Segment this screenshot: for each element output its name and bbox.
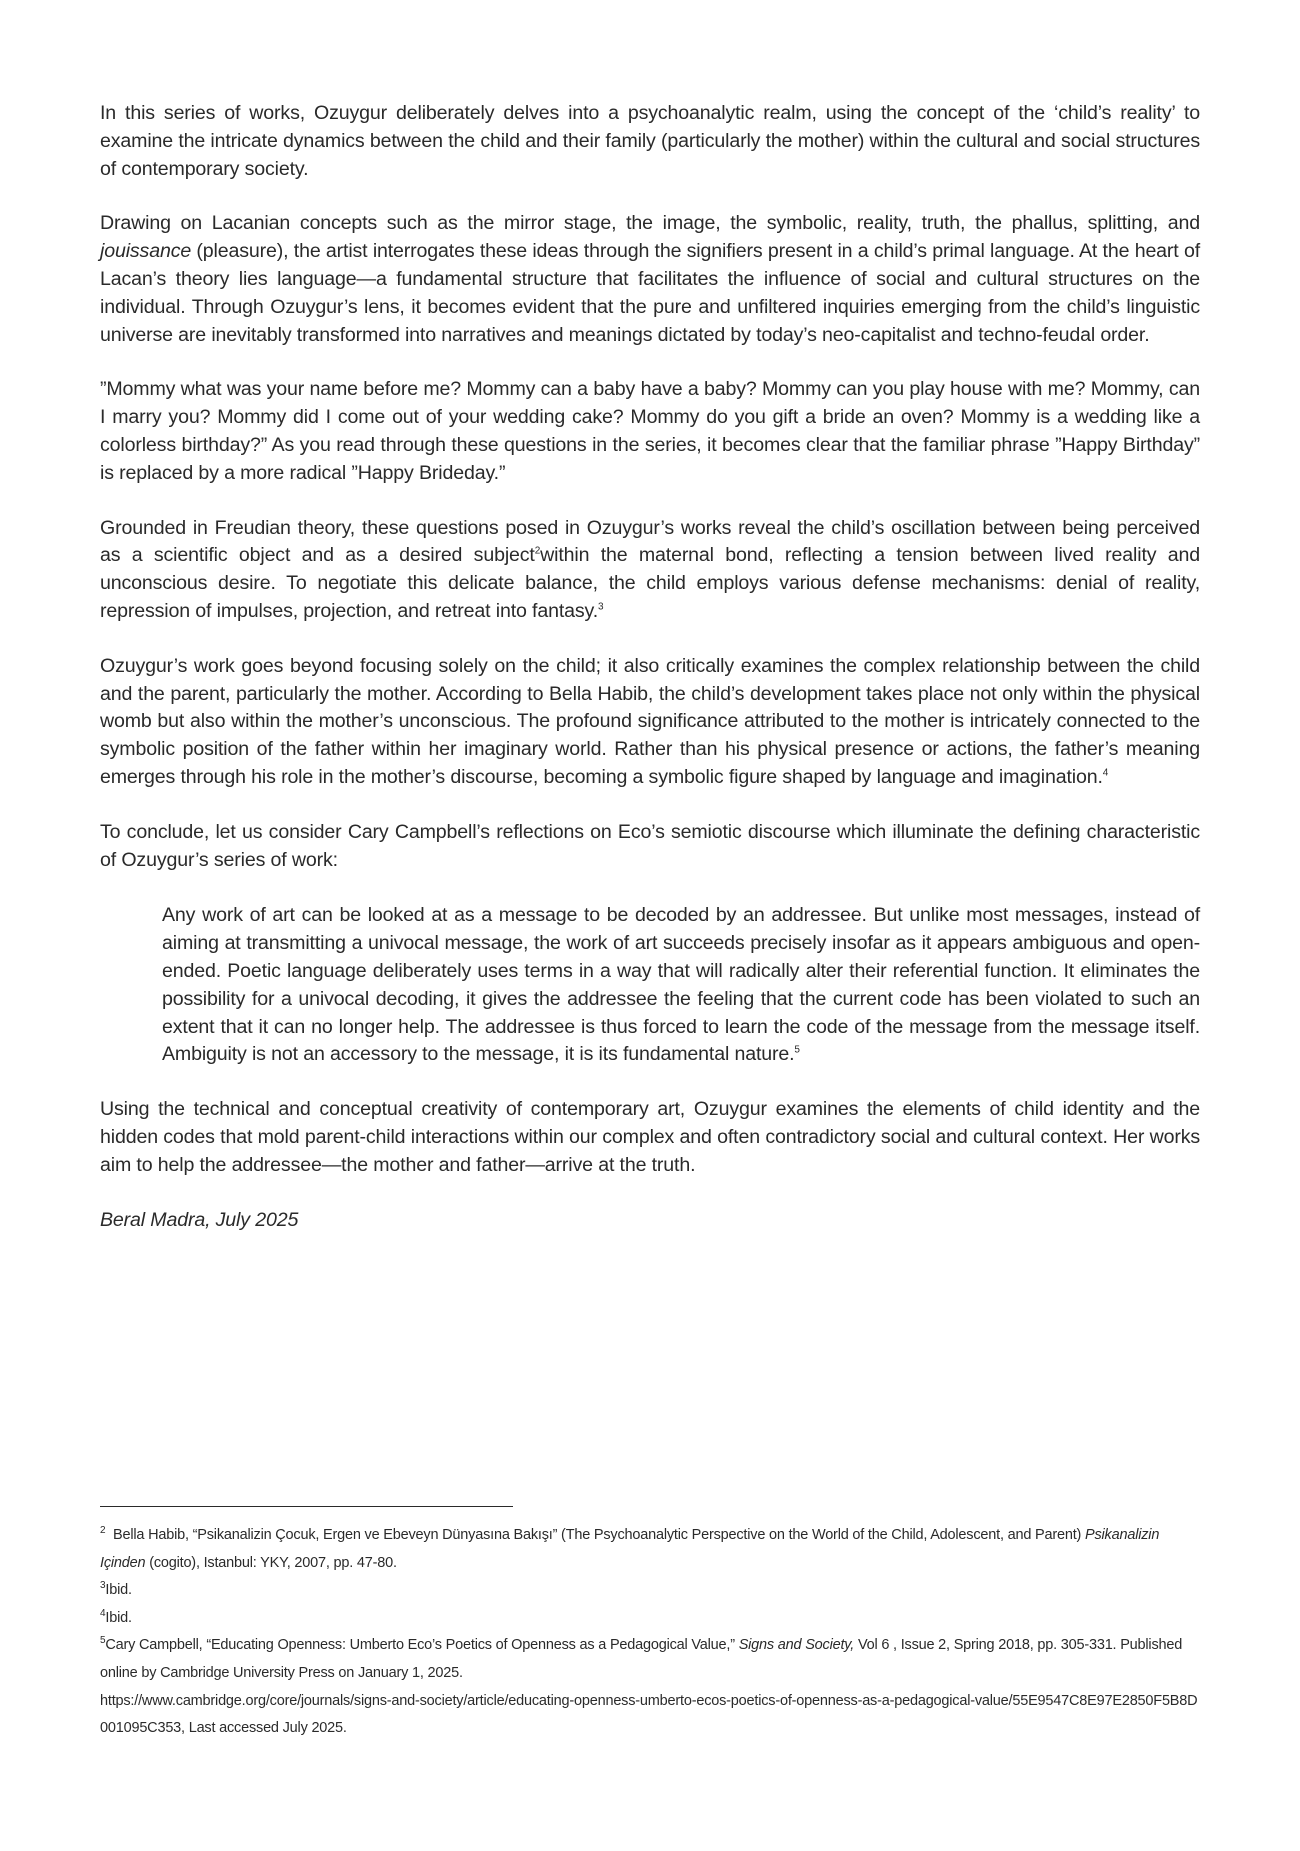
paragraph-mother xyxy=(100,653,1200,792)
footnote-divider xyxy=(100,1506,513,1507)
footnote-2-text-2: (cogito), Istanbul: YKY, 2007, pp. 47-80. xyxy=(145,1554,397,1571)
footnote-2-text-1: Bella Habib, “Psikanalizin Çocuk, Ergen ve Ebeveyn Dünyasına Bakışı” (The Psychoanalytic Perspective on the World of the Child, Adolescent, and Parent) xyxy=(113,1527,1086,1543)
footnotes xyxy=(100,1522,1200,1743)
footnote-2 xyxy=(100,1522,1200,1577)
footnote-5-text-1: Cary Campbell, “Educating Openness: Umberto Eco’s Poetics of Openness as a Pedagogical Value,” xyxy=(105,1637,739,1654)
paragraph-freud-text-2: within the maternal bond, reflecting a tension between lived reality and unconscious desire. To negotiate this delicate balance, the child employs various defense mechanisms: denial of reality, repression of impulses, projection, and retreat into fantasy. xyxy=(100,544,1201,622)
paragraph-lacan xyxy=(100,210,1200,349)
paragraph-mother-text: Ozuygur’s work goes beyond focusing solely on the child; it also critically examines the complex relationship between the child and the parent, particularly the mother. According to Bella Habib, the child’s development takes place not only within the physical womb but also within the mother’s unconscious. The profound significance attributed to the mother is intricately connected to the symbolic position of the father within her imaginary world. Rather than his physical presence or actions, the father’s meaning emerges through his role in the mother’s discourse, becoming a symbolic figure shaped by language and imagination. xyxy=(100,654,1200,788)
block-quote xyxy=(100,902,1200,1069)
paragraph-freud xyxy=(100,515,1200,626)
footnote-number: 4 xyxy=(100,1607,106,1619)
footnote-2-title: Psikanalizin Içinden xyxy=(100,1527,1160,1571)
paragraph-conclude: To conclude, let us consider Cary Campbell’s reflections on Eco’s semiotic discourse which illuminate the defining characteristic of Ozuygur’s series of work: xyxy=(100,820,1200,871)
block-quote-text: Any work of art can be looked at as a message to be decoded by an addressee. But unlike most messages, instead of aiming at transmitting a univocal message, the work of art succeeds precisely insofar as it appears ambiguous and open-ended. Poetic language deliberately uses terms in a way that will radically alter their referential function. It eliminates the possibility for a univocal decoding, it gives the addressee the feeling that the current code has been violated to such an extent that it can no longer help. The addressee is thus forced to learn the code of the message from the message itself. Ambiguity is not an accessory to the message, it is its fundamental nature. xyxy=(162,904,1200,1066)
footnote-5-url[interactable]: https://www.cambridge.org/core/journals/signs-and-society/article/educating-openness-umberto-ecos-poetics-of-openness-as-a-pedagogical-value/55E9547C8E97E2850F5B8D001095C353, Last accessed July 2025. xyxy=(100,1692,1198,1737)
jouissance-term: jouissance xyxy=(100,240,192,263)
footnote-ref-2[interactable]: 2 xyxy=(534,545,541,557)
essay-body xyxy=(100,100,1200,1261)
footnote-ref-4[interactable]: 4 xyxy=(1102,767,1109,779)
footnote-4-text: Ibid. xyxy=(105,1609,132,1626)
footnote-3-text: Ibid. xyxy=(105,1582,132,1599)
footnote-number: 5 xyxy=(100,1635,106,1647)
paragraph-intro: In this series of works, Ozuygur deliberately delves into a psychoanalytic realm, using the concept of the ‘child’s reality’ to examine the intricate dynamics between the child and their family (particularly the mother) within the cultural and social structures of contemporary society. xyxy=(100,102,1200,180)
footnote-3 xyxy=(100,1577,1200,1605)
footnote-number: 3 xyxy=(100,1580,106,1592)
paragraph-freud-text-1: Grounded in Freudian theory, these questions posed in Ozuygur’s works reveal the child’s oscillation between being perceived as a scientific object and as a desired subject xyxy=(100,516,1200,567)
footnote-5 xyxy=(100,1632,1200,1687)
footnote-ref-3[interactable]: 3 xyxy=(598,601,604,613)
footnote-ref-5[interactable]: 5 xyxy=(794,1044,800,1056)
footnote-5-journal: Signs and Society, xyxy=(738,1637,855,1654)
paragraph-mommy-questions: ”Mommy what was your name before me? Mommy can a baby have a baby? Mommy can you play house with me? Mommy, can I marry you? Mommy did I come out of your wedding cake? Mommy do you gift a bride an oven? Mommy is a wedding like a colorless birthday?” As you read through these questions in the series, it becomes clear that the familiar phrase ”Happy Birthday” is replaced by a more radical ”Happy Brideday.” xyxy=(100,378,1200,484)
paragraph-lacan-text-2: (pleasure), the artist interrogates these ideas through the signifiers present in a child’s primal language. At the heart of Lacan’s theory lies language—a fundamental structure that facilitates the influence of social and cultural structures on the individual. Through Ozuygur’s lens, it becomes evident that the pure and unfiltered inquiries emerging from the child’s linguistic universe are inevitably transformed into narratives and meanings dictated by today’s neo-capitalist and techno-feudal order. xyxy=(100,240,1200,346)
signature: Beral Madra, July 2025 xyxy=(100,1208,299,1231)
footnote-number: 2 xyxy=(100,1525,106,1537)
paragraph-lacan-text-1: Drawing on Lacanian concepts such as the mirror stage, the image, the symbolic, reality, truth, the phallus, splitting, and xyxy=(100,212,1200,235)
footnote-5-text-2: Vol 6 , Issue 2, Spring 2018, pp. 305-331. Published online by Cambridge University Press on January 1, 2025. xyxy=(100,1637,1183,1681)
paragraph-closing: Using the technical and conceptual creativity of contemporary art, Ozuygur examines the elements of child identity and the hidden codes that mold parent-child interactions within our complex and often contradictory social and cultural context. Her works aim to help the addressee—the mother and father—arrive at the truth. xyxy=(100,1098,1200,1176)
footnote-4 xyxy=(100,1605,1200,1633)
